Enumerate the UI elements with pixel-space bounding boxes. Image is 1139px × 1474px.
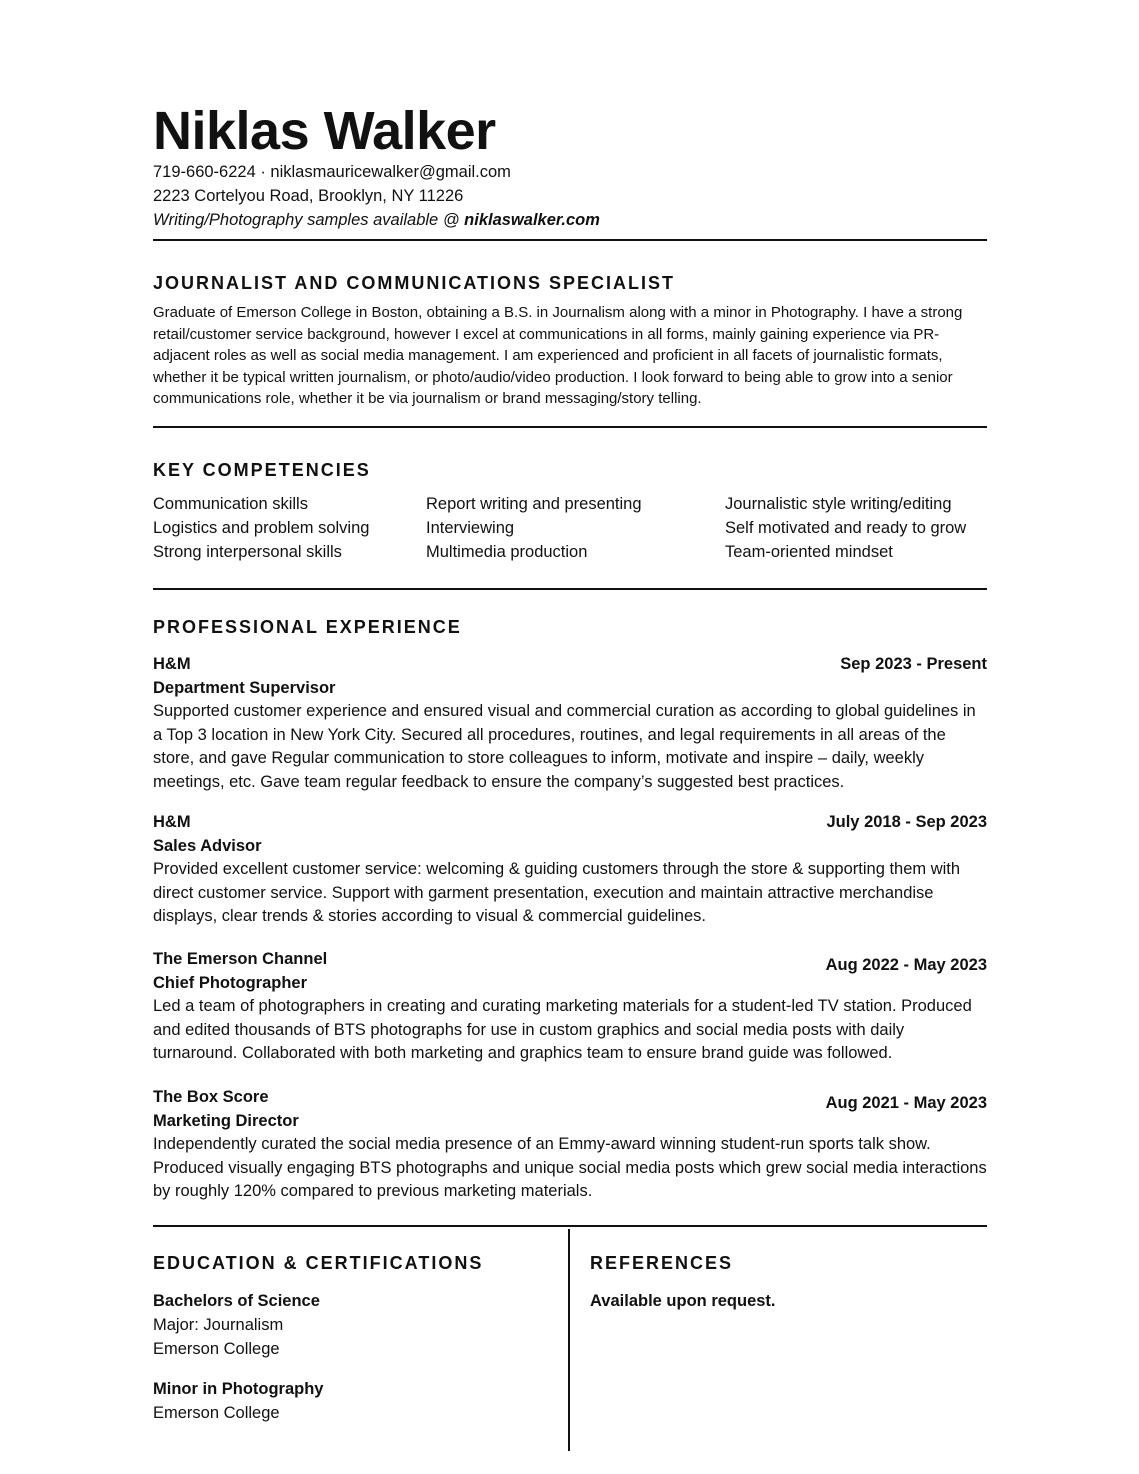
competency-item: Logistics and problem solving [153, 519, 370, 537]
job-dates: July 2018 - Sep 2023 [826, 813, 987, 831]
job-title: Marketing Director [153, 1112, 299, 1130]
degree-title: Bachelors of Science [153, 1292, 320, 1310]
job-description: Led a team of photographers in creating and curating marketing materials for a student-led TV station. Produced and edited thousands of BTS photographs for use in custom graphics and social media posts with daily turnaround. Collaborated with both marketing and graphics team to ensure brand guide was followed. [153, 997, 972, 1062]
address-line: 2223 Cortelyou Road, Brooklyn, NY 11226 [153, 187, 464, 205]
job-company: H&M [153, 813, 191, 831]
competency-item: Interviewing [426, 519, 515, 537]
job-entry [153, 947, 987, 1066]
job-company: H&M [153, 655, 191, 673]
competencies-column-2 [426, 492, 642, 564]
job-company: The Emerson Channel [153, 950, 328, 968]
divider-header [153, 239, 987, 241]
degree-title: Minor in Photography [153, 1380, 324, 1398]
competency-item: Multimedia production [426, 543, 588, 561]
competency-item: Communication skills [153, 495, 308, 513]
phone-email-line: 719-660-6224 · niklasmauricewalker@gmail.com [153, 163, 511, 181]
job-entry [153, 810, 987, 929]
competency-item: Team-oriented mindset [725, 543, 893, 561]
column-divider [568, 1229, 570, 1451]
job-company: The Box Score [153, 1088, 269, 1106]
divider-competencies [153, 588, 987, 590]
competency-item: Strong interpersonal skills [153, 543, 342, 561]
contact-block [153, 160, 600, 232]
competencies-column-1 [153, 492, 369, 564]
divider-summary [153, 426, 987, 428]
job-dates: Aug 2021 - May 2023 [825, 1094, 987, 1112]
job-description: Provided excellent customer service: welcoming & guiding customers through the store & supporting them with direct customer service. Support with garment presentation, execution and maintain attractive merchandise displays, clear trends & stories according to visual & commercial guidelines. [153, 860, 961, 925]
education-list [153, 1289, 324, 1425]
job-dates: Sep 2023 - Present [840, 655, 987, 673]
job-description: Supported customer experience and ensured visual and commercial curation as according to global guidelines in a Top 3 location in New York City. Secured all procedures, routines, and legal requirements in all areas of the store, and gave Regular communication to store colleagues to inform, motivate and inspire – daily, weekly meetings, etc. Gave team regular feedback to ensure the company’s suggested best practices. [153, 702, 976, 791]
website-link[interactable]: niklaswalker.com [464, 211, 600, 229]
competencies-column-3 [725, 492, 966, 564]
competencies-heading: KEY COMPETENCIES [153, 460, 371, 480]
degree-detail: Emerson College [153, 1340, 280, 1358]
references-text: Available upon request. [590, 1292, 776, 1310]
experience-heading: PROFESSIONAL EXPERIENCE [153, 617, 462, 637]
job-description: Independently curated the social media presence of an Emmy-award winning student-run sports talk show. Produced visually engaging BTS photographs and unique social media posts which grew social media interactions by roughly 120% compared to previous marketing materials. [153, 1135, 987, 1200]
resume-page [153, 0, 987, 1474]
summary-text: Graduate of Emerson College in Boston, obtaining a B.S. in Journalism along with a minor in Photography. I have a strong retail/customer service background, however I excel at communications in all forms, mainly gaining experience via PR-adjacent roles as well as social media management. I am experienced and proficient in all facets of journalistic formats, whether it be typical written journalism, or photo/audio/video production. I look forward to being able to grow into a senior communications role, whether it be via journalism or brand messaging/story telling. [153, 304, 963, 407]
candidate-name: Niklas Walker [153, 101, 496, 161]
job-entry [153, 652, 987, 794]
samples-line [153, 208, 600, 232]
spacer [153, 1361, 324, 1377]
competency-item: Self motivated and ready to grow [725, 519, 967, 537]
divider-experience [153, 1225, 987, 1227]
references-heading: REFERENCES [590, 1253, 734, 1273]
job-title: Sales Advisor [153, 837, 262, 855]
samples-prefix: Writing/Photography samples available @ [153, 211, 465, 229]
summary-heading: JOURNALIST AND COMMUNICATIONS SPECIALIST [153, 273, 676, 293]
competency-item: Journalistic style writing/editing [725, 495, 952, 513]
job-title: Chief Photographer [153, 974, 308, 992]
competency-item: Report writing and presenting [426, 495, 642, 513]
education-heading: EDUCATION & CERTIFICATIONS [153, 1253, 484, 1273]
job-title: Department Supervisor [153, 679, 336, 697]
degree-detail: Emerson College [153, 1404, 280, 1422]
job-dates: Aug 2022 - May 2023 [825, 956, 987, 974]
degree-detail: Major: Journalism [153, 1316, 284, 1334]
job-entry [153, 1085, 987, 1204]
